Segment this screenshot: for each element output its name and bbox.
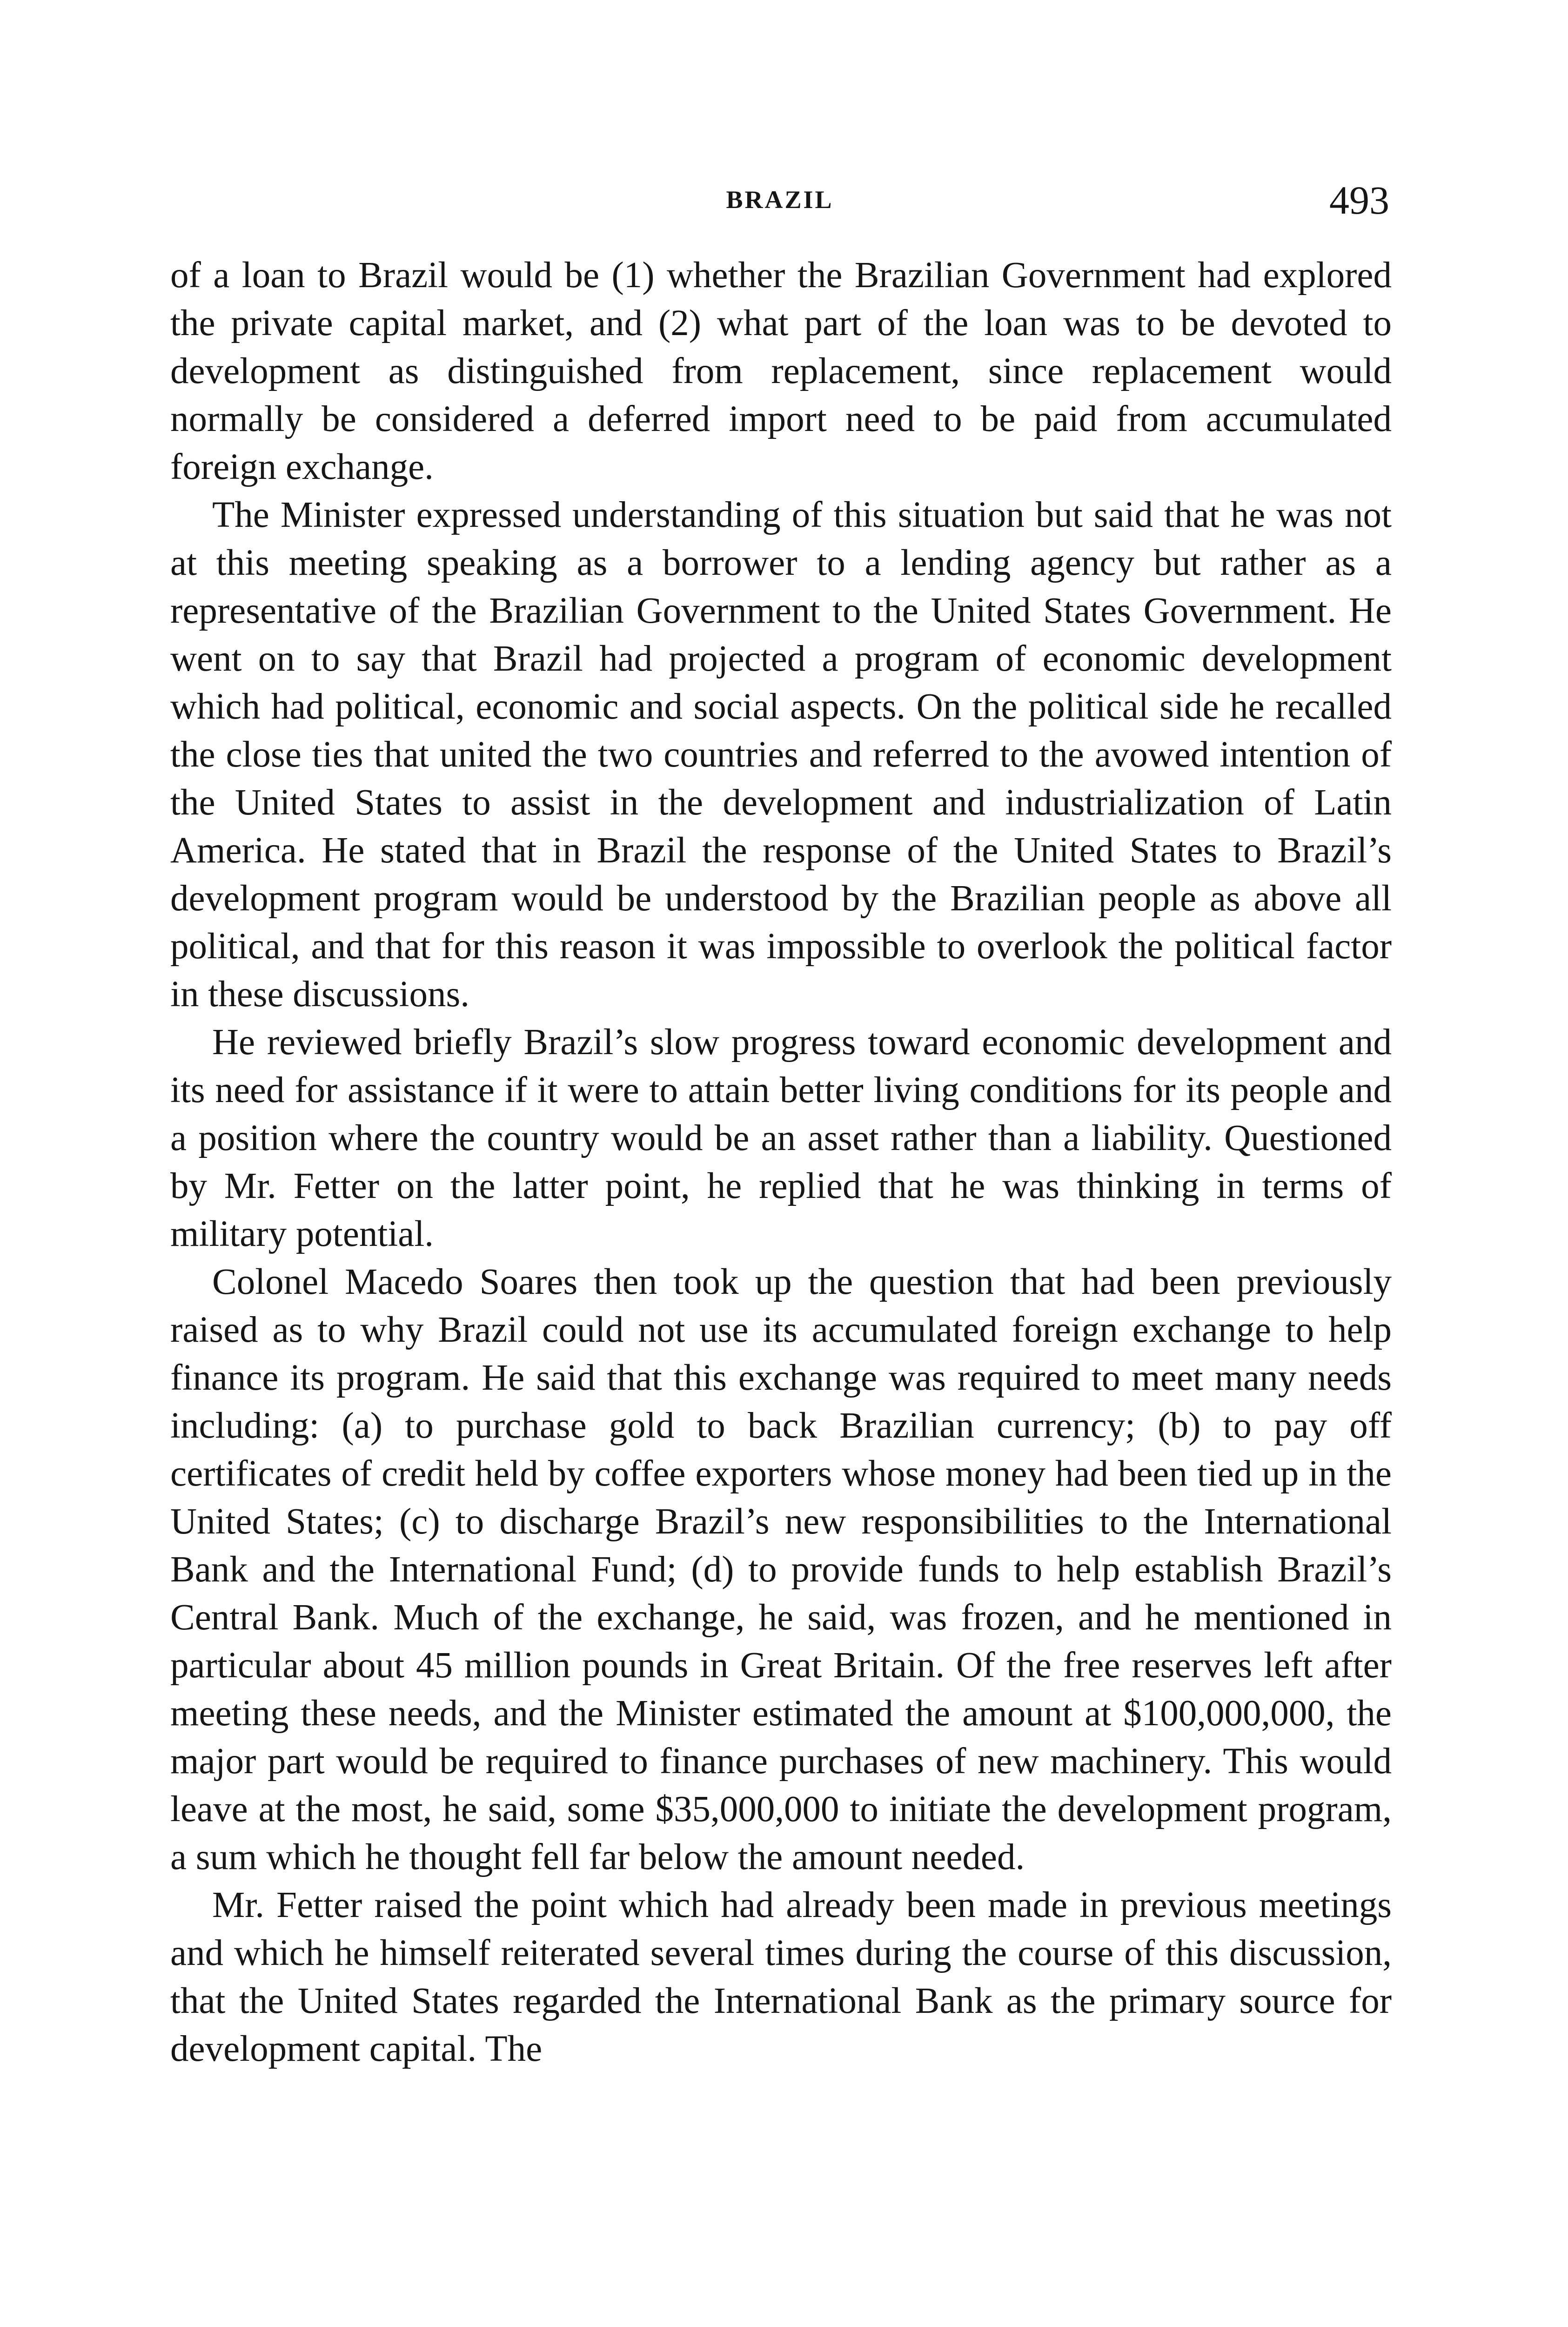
paragraph-4: Colonel Macedo Soares then took up the question that had been previously raised as to why Brazil could not use its accumulated foreign exchange to help finance its program. He said that this exchange was required to meet many needs including: (a) to purchase gold to back Brazilian currency; (b) to pay off certificates of credit held by coffee exporters whose money had been tied up in the United States; (c) to discharge Brazil’s new responsibilities to the International Bank and the International Fund; (d) to provide funds to help establish Brazil’s Central Bank. Much of the exchange, he said, was frozen, and he mentioned in particular about 45 million pounds in Great Britain. Of the free reserves left after meeting these needs, and the Minister estimated the amount at $100,000,000, the major part would be required to finance purchases of new machinery. This would leave at the most, he said, some $35,000,000 to initiate the development program, a sum which he thought fell far below the amount needed. xyxy=(170,1262,1392,1877)
paragraph-1: of a loan to Brazil would be (1) whether the Brazilian Government had explored the private capital market, and (2) what part of the loan was to be devoted to development as distinguished from replacement, since replacement would normally be considered a deferred import need to be paid from accumulated foreign exchange. xyxy=(170,255,1392,487)
running-head xyxy=(170,177,1389,228)
section-title: BRAZIL xyxy=(726,186,834,214)
paragraph-2: The Minister expressed understanding of this situation but said that he was not at this meeting speaking as a borrower to a lending agency but rather as a representative of the Brazilian Government to the United States Government. He went on to say that Brazil had projected a program of economic development which had political, economic and social aspects. On the political side he recalled the close ties that united the two countries and referred to the avowed intention of the United States to assist in the development and industrialization of Latin America. He stated that in Brazil the response of the United States to Brazil’s development program would be understood by the Brazilian people as above all political, and that for this reason it was impossible to overlook the political factor in these discussions. xyxy=(170,495,1392,1015)
body-text xyxy=(170,251,1392,2073)
paragraph-3: He reviewed briefly Brazil’s slow progress toward economic development and its need for assistance if it were to attain better living conditions for its people and a position where the country would be an asset rather than a liability. Questioned by Mr. Fetter on the latter point, he replied that he was thinking in terms of military potential. xyxy=(170,1022,1392,1254)
paragraph-5: Mr. Fetter raised the point which had already been made in previous meetings and which he himself reiterated several times during the course of this discussion, that the United States regarded the International Bank as the primary source for development capital. The xyxy=(170,1885,1392,2069)
page-number: 493 xyxy=(1329,178,1389,222)
